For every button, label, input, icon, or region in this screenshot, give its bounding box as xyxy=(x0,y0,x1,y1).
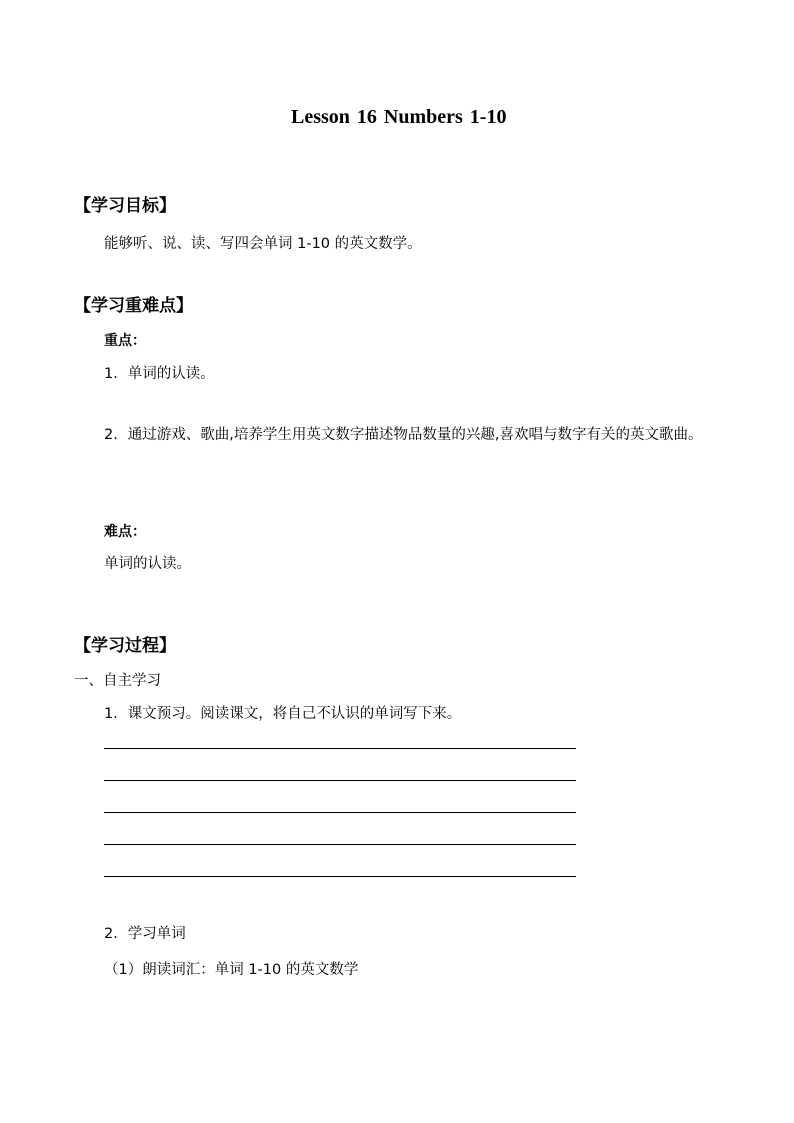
difficulty-label: 难点： xyxy=(104,524,146,540)
focus-label: 重点： xyxy=(104,333,146,349)
process-heading: 【学习过程】 xyxy=(74,636,176,656)
difficulty-text: 单词的认读。 xyxy=(104,556,191,572)
step2-sub1-text: （1）朗读词汇：单词 1-10 的英文数学 xyxy=(104,962,359,978)
part1-title: 一、自主学习 xyxy=(74,673,161,689)
answer-line[interactable] xyxy=(104,748,576,749)
answer-line[interactable] xyxy=(104,780,576,781)
focus-item-1: 1．单词的认读。 xyxy=(104,366,215,382)
step2-text: 2．学习单词 xyxy=(104,926,186,942)
page-title: Lesson 16 Numbers 1-10 xyxy=(291,106,507,128)
goals-heading: 【学习目标】 xyxy=(74,196,176,216)
answer-line[interactable] xyxy=(104,876,576,877)
answer-line[interactable] xyxy=(104,812,576,813)
key-points-heading: 【学习重难点】 xyxy=(74,296,193,316)
step1-text: 1．课文预习。阅读课文，将自己不认识的单词写下来。 xyxy=(104,706,462,722)
focus-item-2: 2．通过游戏、歌曲,培养学生用英文数字描述物品数量的兴趣,喜欢唱与数字有关的英文歌曲。 xyxy=(104,427,703,443)
answer-line[interactable] xyxy=(104,844,576,845)
goals-text: 能够听、说、读、写四会单词 1-10 的英文数学。 xyxy=(104,236,422,252)
